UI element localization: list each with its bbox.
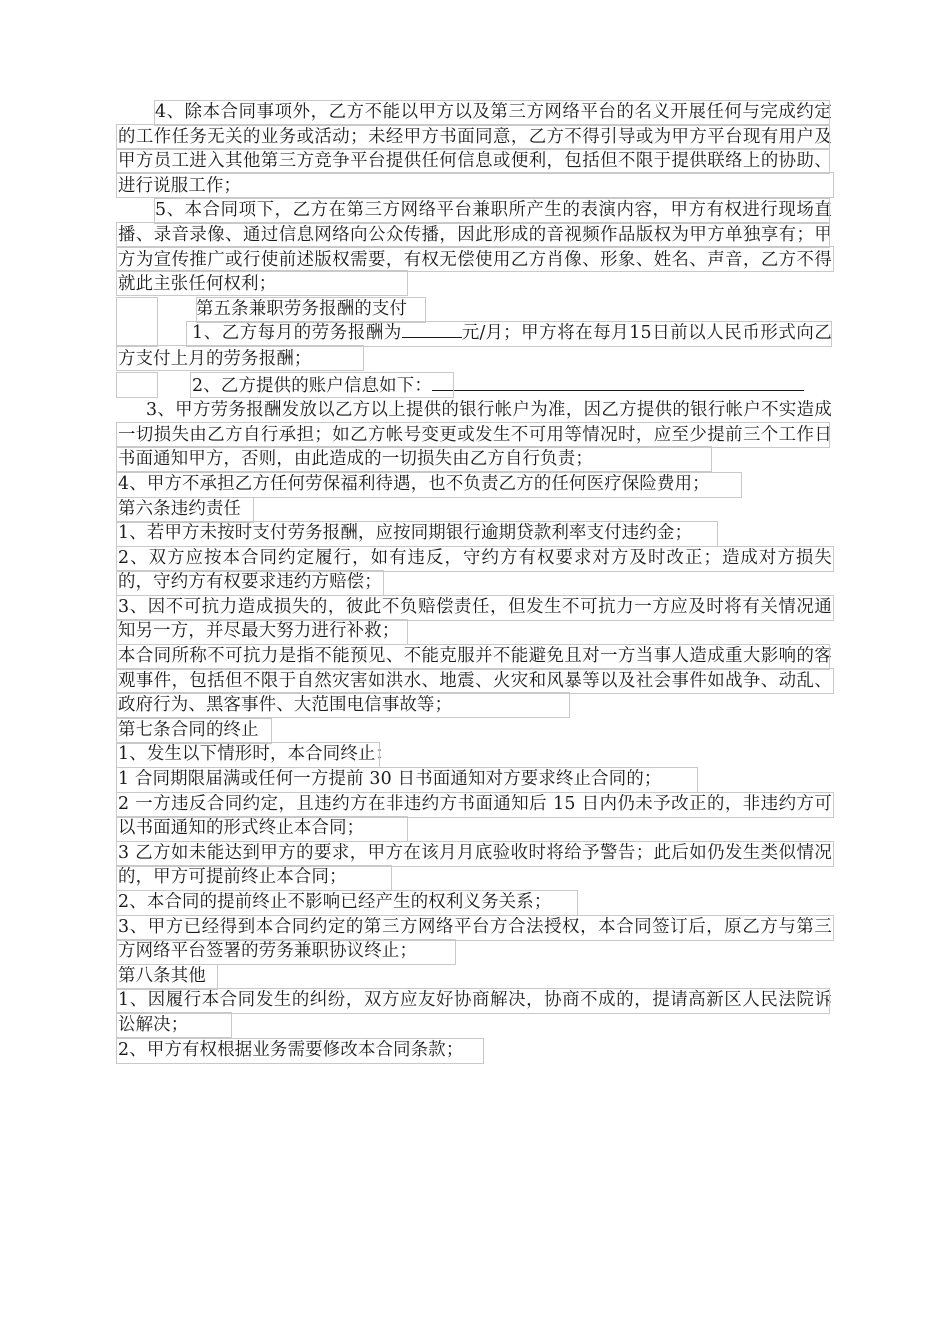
clause-text: 3、因不可抗力造成损失的，彼此不负赔偿责任，但发生不可抗力一方应及时将有关情况通知另一方，并尽最大努力进行补救； — [118, 596, 832, 642]
clause-text: 3、甲方劳务报酬发放以乙方以上提供的银行帐户为准，因乙方提供的银行帐户不实造成一切损失由乙方自行承担；如乙方帐号变更或发生不可用等情况时，应至少提前三个工作日书面通知甲方，否则，由此造成的一切损失由乙方自行负责； — [118, 400, 832, 470]
clause-text: 1、因履行本合同发生的纠纷，双方应友好协商解决，协商不成的，提请高新区人民法院诉讼解决； — [118, 990, 832, 1035]
article-6-clause-2 — [118, 546, 832, 595]
clause-text: 1、发生以下情形时，本合同终止： — [118, 744, 394, 765]
article-5-clause-4 — [118, 472, 832, 497]
article-6-clause-1 — [118, 521, 832, 546]
clause-text: 2、乙方提供的账户信息如下： — [192, 375, 432, 396]
article-8-clause-2 — [118, 1038, 832, 1063]
clause-4-5 — [118, 198, 832, 296]
salary-blank — [402, 337, 462, 338]
article-5-clause-3 — [118, 398, 832, 472]
clause-text: 本合同所称不可抗力是指不能预见、不能克服并不能避免且对一方当事人造成重大影响的客观事件，包括但不限于自然灾害如洪水、地震、火灾和风暴等以及社会事件如战争、动乱、政府行为、黑客事件、大范围电信事故等； — [118, 646, 832, 716]
article-7-sub-3 — [118, 841, 832, 890]
salary-unit: 元/月 — [462, 321, 503, 347]
article-6-clause-3 — [118, 595, 832, 644]
clause-text: 1、乙方每月的劳务报酬为 — [192, 323, 402, 344]
article-6-title — [118, 497, 832, 522]
article-8-title — [118, 964, 832, 989]
clause-text: 4、除本合同事项外，乙方不能以甲方以及第三方网络平台的名义开展任何与完成约定的工作任务无关的业务或活动；未经甲方书面同意，乙方不得引导或为甲方平台现有用户及甲方员工进入其他第三方竞争平台提供任何信息或便利，包括但不限于提供联络上的协助、进行说服工作； — [118, 102, 832, 196]
article-7-clause-2 — [118, 890, 832, 915]
section-heading: 第七条合同的终止 — [118, 719, 259, 740]
article-5-title — [118, 297, 832, 322]
clause-text: 4、甲方不承担乙方任何劳保福利待遇，也不负责乙方的任何医疗保险费用； — [118, 473, 710, 494]
clause-text: 3 乙方如未能达到甲方的要求，甲方在该月月底验收时将给予警告；此后如仍发生类似情况的，甲方可提前终止本合同； — [118, 842, 832, 888]
clause-text: 日前以人民币形式向乙方支付上月的劳务报酬； — [118, 323, 832, 369]
article-7-sub-2 — [118, 792, 832, 841]
clause-4-4 — [118, 100, 832, 198]
contract-page — [118, 100, 832, 1062]
article-7-clause-3 — [118, 915, 832, 964]
clause-text: 5、本合同项下，乙方在第三方网络平台兼职所产生的表演内容，甲方有权进行现场直播、录音录像、通过信息网络向公众传播，因此形成的音视频作品版权为甲方单独享有；甲方为宣传推广或行使前述版权需要，有权无偿使用乙方肖像、形象、姓名、声音，乙方不得就此主张任何权利； — [118, 200, 832, 295]
clause-text: 2、本合同的提前终止不影响已经产生的权利义务关系； — [118, 892, 552, 912]
section-heading: 第六条违约责任 — [118, 498, 242, 519]
section-heading: 第八条其他 — [118, 965, 206, 986]
clause-text: 2、甲方有权根据业务需要修改本合同条款； — [118, 1039, 464, 1060]
pay-day: 15 — [629, 321, 652, 347]
text-frame — [116, 372, 158, 398]
clause-text: 3、甲方已经得到本合同约定的第三方网络平台方合法授权，本合同签订后，原乙方与第三方网络平台签署的劳务兼职协议终止； — [118, 916, 832, 962]
article-5-clause-2 — [118, 372, 832, 399]
clause-text: 2 一方违反合同约定，且违约方在非违约方书面通知后 15 日内仍未予改正的，非违约方可以书面通知的形式终止本合同； — [118, 793, 832, 839]
article-5-clause-1 — [118, 321, 832, 371]
clause-text: 1 合同期限届满或任何一方提前 30 日书面通知对方要求终止合同的； — [118, 769, 662, 790]
article-7-title — [118, 718, 832, 743]
article-8-clause-1 — [118, 988, 832, 1037]
clause-text: 1、若甲方未按时支付劳务报酬，应按同期银行逾期贷款利率支付违约金； — [118, 523, 693, 544]
clause-text: ；甲方将在每月 — [503, 323, 630, 344]
article-7-clause-1 — [118, 742, 832, 767]
account-info-blank — [432, 372, 804, 391]
article-7-sub-1 — [118, 767, 832, 792]
section-heading: 第五条兼职劳务报酬的支付 — [196, 298, 408, 319]
clause-text: 2、双方应按本合同约定履行，如有违反，守约方有权要求对方及时改正；造成对方损失的，守约方有权要求违约方赔偿； — [118, 547, 832, 593]
article-6-force-majeure — [118, 644, 832, 718]
